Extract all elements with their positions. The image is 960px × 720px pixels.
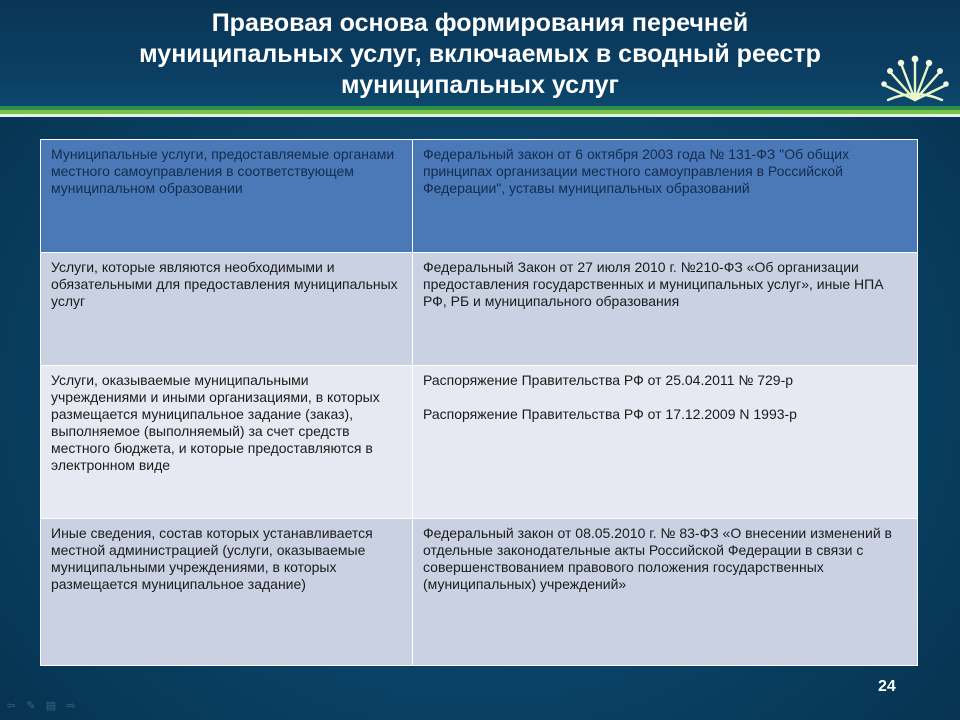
law-text: Федеральный закон от 08.05.2010 г. № 83-ФЗ «О внесении изменений в отдельные законодательные акты Российской Федерации в связи с совершенствованием правового положения государственных (муниципальных) учреждений»: [423, 525, 892, 592]
kurai-flower-logo-icon: [880, 48, 950, 104]
law-text: Распоряжение Правительства РФ от 17.12.2009 N 1993-р: [423, 406, 797, 422]
table-cell-law: [413, 253, 918, 366]
menu-icon[interactable]: ▤: [45, 700, 57, 712]
law-text: Федеральный закон от 6 октября 2003 года № 131-ФЗ "Об общих принципах организации местного самоуправления в Российской Федерации", уставы муниципальных образований: [423, 146, 850, 196]
table-cell-service: Услуги, которые являются необходимыми и обязательными для предоставления муниципальных услуг: [41, 253, 413, 366]
title-line-2: муниципальных услуг, включаемых в сводный реестр: [139, 40, 821, 68]
title-line-1: Правовая основа формирования перечней: [211, 9, 749, 37]
slide-title: [30, 8, 930, 101]
law-gap: [423, 389, 907, 406]
law-text: Федеральный Закон от 27 июля 2010 г. №210-ФЗ «Об организации предоставления государственных и муниципальных услуг», иные НПА РФ, РБ и муниципального образования: [423, 259, 884, 309]
header-stripe-white: [0, 114, 960, 117]
legal-basis-table: [40, 139, 918, 666]
table-row: [41, 140, 918, 253]
legal-basis-table-wrap: [40, 139, 916, 674]
law-text: Распоряжение Правительства РФ от 25.04.2011 № 729-р: [423, 372, 794, 388]
table-cell-service: Иные сведения, состав которых устанавливается местной администрацией (услуги, оказываемые муниципальными учреждениями, в которых размещается муниципальное задание): [41, 519, 413, 666]
table-cell-law: [413, 366, 918, 519]
table-row: [41, 366, 918, 519]
table-row: [41, 519, 918, 666]
page-number: 24: [878, 678, 896, 695]
pen-icon[interactable]: ✎: [26, 700, 36, 712]
next-icon[interactable]: ⇨: [66, 700, 76, 712]
table-cell-law: [413, 140, 918, 253]
table-row: [41, 253, 918, 366]
title-line-3: муниципальных услуг: [341, 71, 619, 99]
table-cell-law: [413, 519, 918, 666]
table-cell-service: Услуги, оказываемые муниципальными учреждениями и иными организациями, в которых размещается муниципальное задание (заказ), выполняемое (выполняемый) за счет средств местного бюджета, и которые предоставляются в электронном виде: [41, 366, 413, 519]
table-cell-service: Муниципальные услуги, предоставляемые органами местного самоуправления в соответствующем муниципальном образовании: [41, 140, 413, 253]
slide-header: [0, 0, 960, 112]
prev-icon[interactable]: ⇦: [6, 700, 16, 712]
slide-nav-controls: [4, 700, 78, 712]
